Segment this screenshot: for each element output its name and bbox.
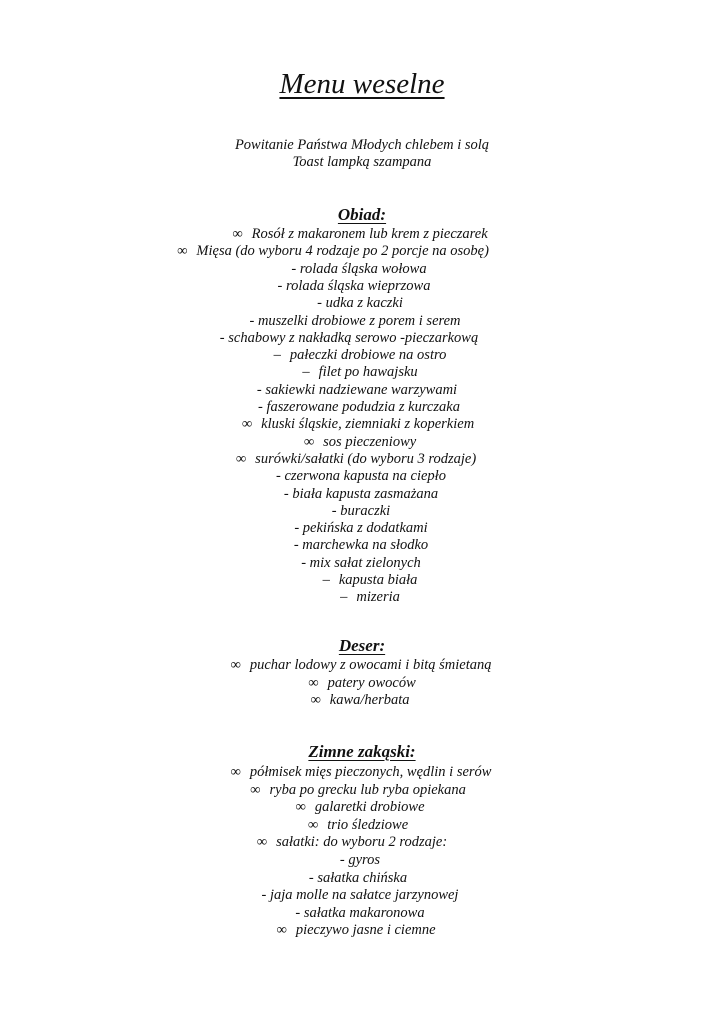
menu-item (0, 226, 722, 243)
menu-item (0, 399, 721, 416)
menu-item (0, 347, 722, 364)
menu-item-text: - faszerowane podudzia z kurczaka (258, 399, 460, 415)
menu-item (0, 555, 723, 572)
dash-bullet-icon: – (322, 572, 330, 588)
menu-item (0, 434, 722, 451)
menu-item-text: - sałatka makaronowa (295, 904, 425, 921)
menu-item-text: - sakiewki nadziewane warzywami (256, 381, 458, 398)
infinity-bullet-icon: ∞ (256, 834, 268, 851)
menu-item (0, 870, 720, 887)
menu-item (0, 330, 711, 347)
infinity-bullet-icon: ∞ (295, 799, 306, 816)
menu-item-text: - biała kapusta zasmażana (283, 485, 439, 502)
menu-item (0, 834, 714, 851)
section-heading-zakaski: Zimne zakąski: (308, 742, 416, 761)
menu-item (0, 887, 722, 904)
menu-item (0, 451, 718, 468)
menu-item (0, 692, 722, 709)
infinity-bullet-icon: ∞ (276, 922, 287, 939)
menu-item-text: Rosół z makaronem lub krem z pieczarek (251, 226, 488, 242)
menu-item-text: pałeczki drobiowe na ostro (289, 347, 447, 364)
menu-item-text: sałatki: do wyboru 2 rodzaje: (276, 834, 448, 851)
infinity-bullet-icon: ∞ (230, 657, 241, 673)
menu-item-text: surówki/sałatki (do wyboru 3 rodzaje) (255, 450, 477, 467)
menu-item (8, 589, 724, 606)
menu-item-text: galaretki drobiowe (314, 799, 425, 816)
menu-item (0, 503, 723, 520)
infinity-bullet-icon: ∞ (177, 243, 188, 260)
intro-line: Powitanie Państwa Młodych chlebem i solą (234, 137, 490, 153)
menu-item (0, 313, 717, 330)
section-heading-deser: Deser: (338, 636, 386, 655)
menu-item (0, 852, 722, 869)
menu-item (0, 364, 722, 381)
menu-item-text: - udka z kaczki (317, 295, 403, 312)
menu-item (0, 905, 722, 922)
menu-item (8, 572, 724, 589)
intro-line: Toast lampką szampana (292, 154, 432, 170)
menu-item-text: mizeria (356, 589, 400, 606)
menu-item-text: kapusta biała (338, 572, 418, 588)
menu-item-text: - rolada śląska wieprzowa (277, 277, 431, 294)
infinity-bullet-icon: ∞ (308, 674, 319, 691)
menu-item-text: - gyros (339, 852, 381, 868)
menu-item-text: - marchewka na słodko (293, 537, 429, 554)
menu-item (0, 675, 724, 692)
menu-item (0, 486, 723, 503)
menu-item-text: - jaja molle na sałatce jarzynowej (261, 887, 459, 904)
menu-item (0, 520, 723, 537)
menu-item (0, 295, 722, 312)
menu-item (0, 261, 721, 278)
infinity-bullet-icon: ∞ (307, 816, 319, 833)
dash-bullet-icon: – (302, 364, 310, 381)
menu-item-text: - mix sałat zielonych (301, 554, 421, 571)
menu-item-text: Mięsa (do wyboru 4 rodzaje po 2 porcje na osobę) (196, 243, 489, 260)
menu-item (0, 278, 716, 295)
menu-item-text: - muszelki drobiowe z porem i serem (249, 312, 461, 329)
menu-item-text: - rolada śląska wołowa (291, 260, 427, 277)
menu-item-text: - buraczki (331, 502, 391, 519)
menu-item-text: trio śledziowe (327, 816, 409, 833)
infinity-bullet-icon: ∞ (250, 781, 261, 798)
menu-item-text: patery owoców (327, 674, 416, 691)
menu-item-text: kluski śląskie, ziemniaki z koperkiem (261, 416, 475, 433)
menu-item (0, 799, 722, 816)
menu-item (0, 782, 720, 799)
infinity-bullet-icon: ∞ (303, 433, 315, 450)
infinity-bullet-icon: ∞ (232, 226, 243, 242)
menu-item (0, 764, 723, 781)
menu-item-text: - pekińska z dodatkami (294, 520, 428, 537)
menu-item-text: - czerwona kapusta na ciepło (276, 468, 446, 485)
menu-item-text: ryba po grecku lub ryba opiekana (269, 781, 466, 798)
menu-item-text: pieczywo jasne i ciemne (295, 922, 436, 939)
menu-item-text: puchar lodowy z owocami i bitą śmietaną (249, 657, 492, 673)
infinity-bullet-icon: ∞ (310, 692, 321, 709)
menu-item (0, 243, 695, 260)
menu-item (0, 817, 720, 834)
page-title: Menu weselne (279, 68, 445, 100)
menu-item-text: - sałatka chińska (308, 869, 408, 886)
menu-item-text: - schabowy z nakładką serowo -pieczarkową (219, 329, 479, 346)
menu-item (0, 657, 723, 674)
dash-bullet-icon: – (340, 589, 348, 606)
menu-item (0, 537, 723, 554)
menu-item-text: półmisek mięs pieczonych, wędlin i serów (249, 764, 492, 780)
menu-item (0, 922, 718, 939)
menu-item-text: kawa/herbata (329, 692, 410, 709)
section-heading-obiad: Obiad: (337, 205, 387, 224)
menu-item-text: filet po hawajsku (318, 364, 418, 381)
infinity-bullet-icon: ∞ (241, 416, 253, 433)
menu-item (0, 468, 723, 485)
menu-item-text: sos pieczeniowy (323, 433, 417, 450)
dash-bullet-icon: – (273, 347, 281, 364)
infinity-bullet-icon: ∞ (230, 764, 241, 780)
menu-item (0, 416, 720, 433)
menu-item (0, 382, 719, 399)
infinity-bullet-icon: ∞ (235, 450, 247, 467)
